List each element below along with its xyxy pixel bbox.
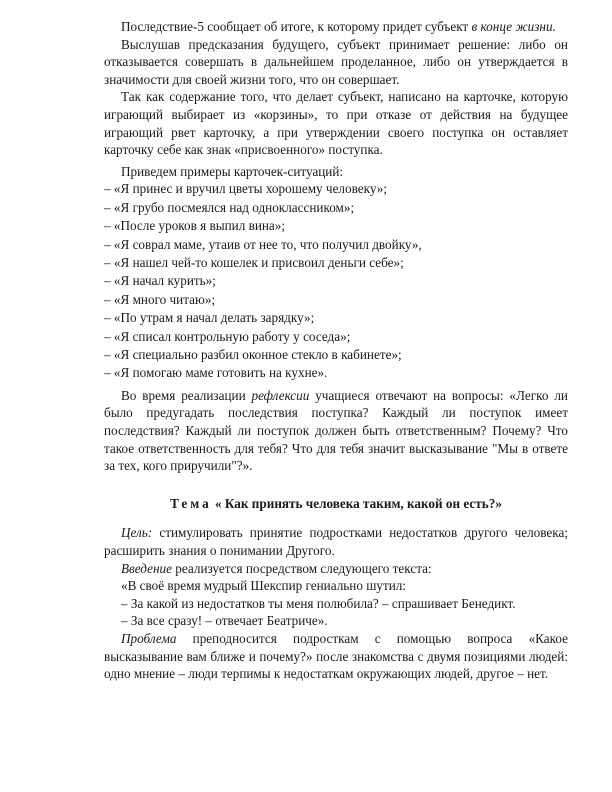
- list-item: – «Я соврал маме, утаив от нее то, что получил двойку»,: [104, 236, 422, 252]
- problem-label: Проблема: [121, 630, 177, 646]
- paragraph-problem: [104, 630, 568, 683]
- introduction-text: реализуется посредством следующего текста:: [171, 560, 432, 576]
- list-item: – «Я нашел чей-то кошелек и присвоил деньги себе»;: [104, 254, 404, 270]
- list-item: – «Я грубо посмеялся над одноклассником»;: [104, 199, 355, 215]
- list-item: – «Я списал контрольную работу у соседа»;: [104, 328, 351, 344]
- emphasis-text: рефлексии: [251, 387, 310, 403]
- paragraph-decision: Выслушав предсказания будущего, субъект принимает решение: либо он отказывается совершать в дальнейшем проделанное, либо он утверждается в значимости для своей жизни того, что он совершает.: [104, 36, 568, 87]
- goal-label: Цель:: [121, 525, 153, 541]
- quote-line: – За какой из недостатков ты меня полюбила? – спрашивает Бенедикт.: [121, 595, 516, 611]
- introduction-label: Введение: [121, 560, 172, 576]
- list-item: – «Я специально разбил оконное стекло в кабинете»;: [104, 347, 402, 362]
- quote-line: «В своё время мудрый Шекспир гениально шутил:: [121, 578, 407, 594]
- paragraph-card: Так как содержание того, что делает субъект, написано на карточке, которую играющий выбирает из «корзины», то при отказе от действия на будущее играющий рвет карточку, а при утверждении своего поступка он оставляет карточку себе как знак «присвоенного» поступка.: [104, 89, 568, 158]
- problem-text: преподносится подросткам с помощью вопроса «Какое высказывание вам ближе и почему?» после знакомства с двумя позициями людей: одно мнение – люди терпимы к недостаткам окружающих людей, другое – нет.: [104, 630, 568, 682]
- list-item: – «Я помогаю маме готовить на кухне».: [104, 365, 328, 381]
- examples-list: [104, 180, 568, 382]
- list-intro: Приведем примеры карточек-ситуаций:: [121, 163, 344, 179]
- paragraph-text: учащиеся отвечают на вопросы: «Легко ли было предугадать последствия поступка? Каждый ли поступок имеет последствия? Каждый ли поступок должен быть ответственным? Почему? Что такое ответственность для тебя? Что для тебя значит высказывание "Мы в ответе за тех, кого приручили"?».: [104, 387, 568, 474]
- list-item: – «После уроков я выпил вина»;: [104, 218, 286, 234]
- quote-line: – За все сразу! – отвечает Беатриче».: [121, 613, 328, 629]
- emphasis-text: в конце жизни.: [471, 19, 556, 34]
- list-item: – «По утрам я начал делать зарядку»;: [104, 310, 315, 326]
- topic-label: Тема: [170, 495, 212, 511]
- paragraph-reflexia: [104, 387, 568, 475]
- paragraph-text: Последствие-5 сообщает об итоге, к которому придет субъект: [121, 19, 472, 34]
- list-item: – «Я начал курить»;: [104, 273, 216, 289]
- paragraph-text: Во время реализации: [121, 387, 252, 403]
- paragraph-consequence-5: [104, 18, 568, 36]
- list-item: – «Я много читаю»;: [104, 291, 216, 307]
- topic-heading: [104, 495, 568, 513]
- list-item: – «Я принес и вручил цветы хорошему человеку»;: [104, 181, 387, 197]
- topic-text: « Как принять человека таким, какой он есть?»: [211, 495, 502, 511]
- goal-text: стимулировать принятие подростками недостатков другого человека; расширить знания о понимании Другого.: [104, 525, 568, 558]
- paragraph-introduction: [104, 560, 568, 578]
- paragraph-goal: [104, 524, 568, 559]
